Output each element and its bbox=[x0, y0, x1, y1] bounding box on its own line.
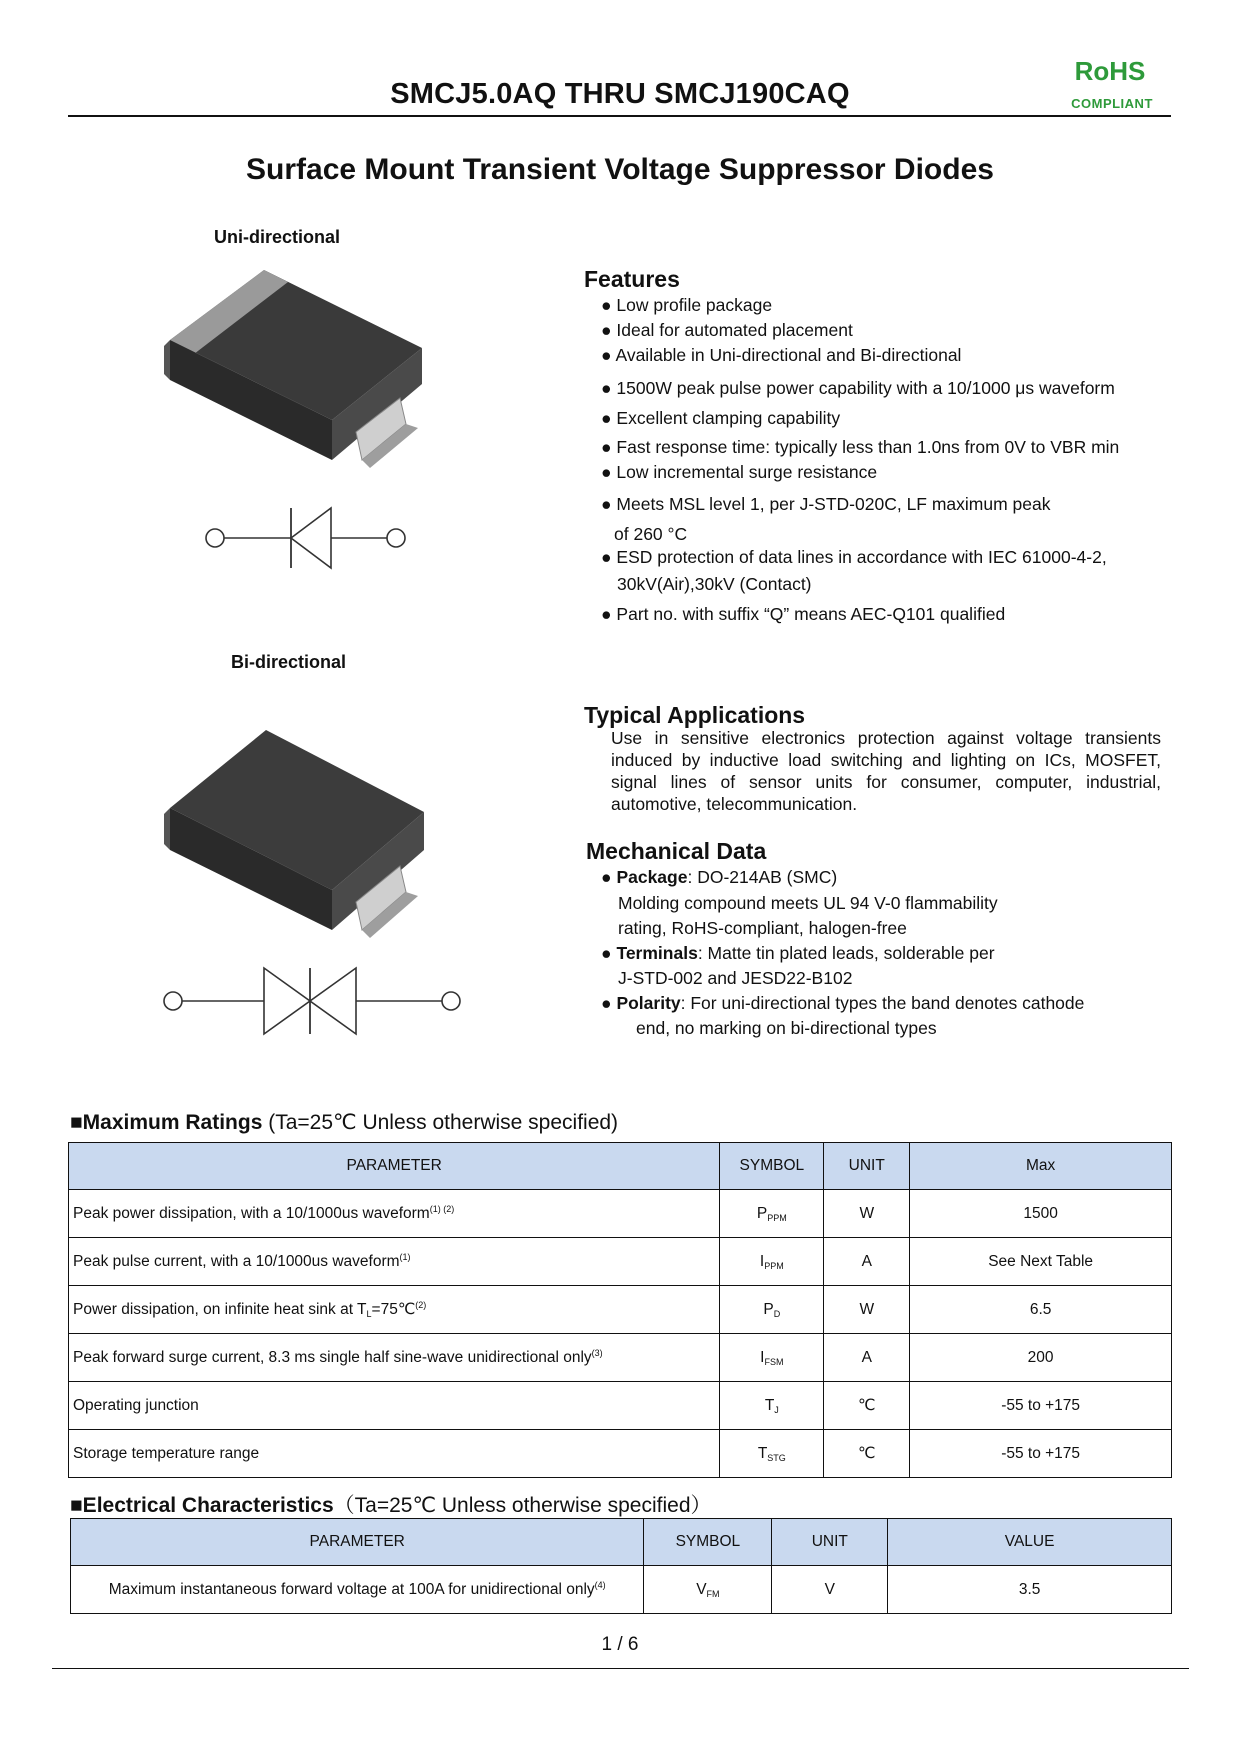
header-divider bbox=[68, 115, 1171, 117]
parameter-cell bbox=[69, 1190, 720, 1238]
feature-item: ● Part no. with suffix “Q” means AEC-Q101 qualified bbox=[601, 604, 1006, 624]
table-row bbox=[71, 1566, 1172, 1614]
parameter-cell bbox=[71, 1566, 644, 1614]
value-cell: 200 bbox=[910, 1334, 1172, 1382]
document-title: SMCJ5.0AQ THRU SMCJ190CAQ bbox=[390, 78, 850, 110]
footnote-ref: (3) bbox=[591, 1348, 603, 1358]
symbol-cell bbox=[720, 1238, 824, 1286]
parameter-text: Peak power dissipation, with a 10/1000us waveform bbox=[73, 1205, 430, 1222]
value-cell: -55 to +175 bbox=[910, 1430, 1172, 1478]
uni-directional-package-image bbox=[160, 262, 440, 472]
mechanical-item-continuation: J-STD-002 and JESD22-B102 bbox=[618, 968, 853, 988]
rohs-text: RoHS bbox=[1074, 56, 1146, 86]
table-row bbox=[69, 1430, 1172, 1478]
footnote-ref: (4) bbox=[594, 1580, 606, 1590]
symbol-text: I bbox=[760, 1348, 765, 1366]
feature-item: ● Fast response time: typically less than 1.0ns from 0V to VBR min bbox=[601, 437, 1120, 457]
column-header: SYMBOL bbox=[720, 1143, 824, 1190]
page-number: 1 / 6 bbox=[601, 1634, 639, 1655]
rohs-logo bbox=[1062, 56, 1174, 112]
feature-item: ● Meets MSL level 1, per J-STD-020C, LF maximum peak bbox=[601, 494, 1051, 514]
table-header-row bbox=[71, 1519, 1172, 1566]
feature-item: ● Available in Uni-directional and Bi-directional bbox=[601, 345, 962, 365]
footnote-ref: (1) (2) bbox=[429, 1204, 455, 1214]
footnote-ref: (1) bbox=[399, 1252, 411, 1262]
symbol-text: T bbox=[757, 1444, 768, 1462]
value-cell: -55 to +175 bbox=[910, 1382, 1172, 1430]
unit-cell: V bbox=[772, 1566, 888, 1614]
table-row bbox=[69, 1382, 1172, 1430]
mechanical-item-terminals: ● Terminals: Matte tin plated leads, solderable per bbox=[601, 943, 995, 963]
column-header: UNIT bbox=[772, 1519, 888, 1566]
parameter-text: Peak forward surge current, 8.3 ms single half sine-wave unidirectional only bbox=[73, 1349, 592, 1366]
terminals-text: : Matte tin plated leads, solderable per bbox=[697, 943, 995, 963]
parameter-cell bbox=[69, 1334, 720, 1382]
parameter-text: Storage temperature range bbox=[73, 1444, 260, 1462]
feature-item: ● Low profile package bbox=[601, 295, 773, 315]
symbol-cell bbox=[720, 1334, 824, 1382]
mechanical-item-continuation: Molding compound meets UL 94 V-0 flammability bbox=[618, 893, 998, 913]
value-cell: See Next Table bbox=[910, 1238, 1172, 1286]
mechanical-item-continuation: end, no marking on bi-directional types bbox=[636, 1018, 937, 1038]
footnote-ref: (2) bbox=[415, 1300, 427, 1310]
symbol-subscript: STG bbox=[767, 1452, 786, 1463]
bi-directional-label: Bi-directional bbox=[231, 652, 347, 672]
mechanical-item-continuation: rating, RoHS-compliant, halogen-free bbox=[618, 918, 907, 938]
electrical-condition: （Ta=25℃ Unless otherwise specified） bbox=[333, 1494, 712, 1517]
bi-directional-diode-symbol bbox=[158, 960, 468, 1050]
parameter-text: Peak pulse current, with a 10/1000us waveform bbox=[73, 1253, 400, 1270]
max-ratings-title: ■Maximum Ratings bbox=[70, 1111, 263, 1134]
symbol-text: P bbox=[763, 1300, 774, 1318]
table-row bbox=[69, 1190, 1172, 1238]
symbol-subscript: FSM bbox=[764, 1356, 784, 1367]
max-ratings-heading bbox=[70, 1110, 618, 1135]
value-cell: 1500 bbox=[910, 1190, 1172, 1238]
parameter-cell bbox=[69, 1382, 720, 1430]
feature-item: ● Ideal for automated placement bbox=[601, 320, 853, 340]
mechanical-item-package: ● Package: DO-214AB (SMC) bbox=[601, 867, 838, 887]
mechanical-title: Mechanical Data bbox=[586, 838, 767, 864]
max-ratings-table bbox=[68, 1142, 1172, 1478]
feature-item-continuation: 30kV(Air),30kV (Contact) bbox=[617, 574, 812, 594]
page-subtitle: Surface Mount Transient Voltage Suppressor Diodes bbox=[246, 153, 994, 186]
feature-item: ● Low incremental surge resistance bbox=[601, 462, 878, 482]
feature-item: ● Excellent clamping capability bbox=[601, 408, 841, 428]
feature-item: ● 1500W peak pulse power capability with a 10/1000 μs waveform bbox=[601, 378, 1115, 398]
parameter-text-tail: =75℃ bbox=[371, 1301, 416, 1318]
max-ratings-condition: (Ta=25℃ Unless otherwise specified) bbox=[262, 1111, 619, 1134]
polarity-text: : For uni-directional types the band denotes cathode bbox=[680, 993, 1085, 1013]
unit-cell: A bbox=[824, 1238, 910, 1286]
parameter-text: Maximum instantaneous forward voltage at 100A for unidirectional only bbox=[108, 1581, 595, 1598]
table-row bbox=[69, 1238, 1172, 1286]
polarity-label: Polarity bbox=[616, 993, 681, 1013]
unit-cell: ℃ bbox=[824, 1382, 910, 1430]
unit-cell: ℃ bbox=[824, 1430, 910, 1478]
uni-directional-label: Uni-directional bbox=[214, 227, 341, 247]
feature-item-continuation: of 260 °C bbox=[614, 524, 688, 544]
mechanical-item-polarity: ● Polarity: For uni-directional types the band denotes cathode bbox=[601, 993, 1085, 1013]
parameter-cell bbox=[69, 1238, 720, 1286]
symbol-text: I bbox=[759, 1252, 765, 1270]
column-header: VALUE bbox=[888, 1519, 1172, 1566]
package-label: Package bbox=[616, 867, 688, 887]
column-header: SYMBOL bbox=[644, 1519, 772, 1566]
terminals-label: Terminals bbox=[616, 943, 698, 963]
electrical-characteristics-table bbox=[70, 1518, 1172, 1614]
symbol-cell bbox=[644, 1566, 772, 1614]
footer-divider bbox=[52, 1668, 1189, 1669]
value-cell: 3.5 bbox=[888, 1566, 1172, 1614]
table-row bbox=[69, 1334, 1172, 1382]
column-header: UNIT bbox=[824, 1143, 910, 1190]
electrical-heading bbox=[70, 1489, 712, 1519]
symbol-subscript: PPM bbox=[767, 1212, 787, 1223]
symbol-cell bbox=[720, 1190, 824, 1238]
symbol-cell bbox=[720, 1430, 824, 1478]
features-title: Features bbox=[584, 266, 680, 292]
symbol-subscript: D bbox=[773, 1308, 781, 1319]
bi-directional-package-image bbox=[160, 720, 440, 940]
symbol-subscript: J bbox=[774, 1404, 779, 1415]
table-row bbox=[69, 1286, 1172, 1334]
parameter-cell bbox=[69, 1430, 720, 1478]
unit-cell: A bbox=[824, 1334, 910, 1382]
symbol-cell bbox=[720, 1286, 824, 1334]
column-header: PARAMETER bbox=[69, 1143, 720, 1190]
symbol-text: V bbox=[696, 1580, 707, 1598]
unit-cell: W bbox=[824, 1190, 910, 1238]
unit-cell: W bbox=[824, 1286, 910, 1334]
column-header: PARAMETER bbox=[71, 1519, 644, 1566]
parameter-cell bbox=[69, 1286, 720, 1334]
feature-item: ● ESD protection of data lines in accordance with IEC 61000-4-2, bbox=[601, 547, 1107, 567]
package-text: : DO-214AB (SMC) bbox=[687, 867, 838, 887]
symbol-cell bbox=[720, 1382, 824, 1430]
electrical-title: ■Electrical Characteristics bbox=[70, 1494, 334, 1517]
applications-title: Typical Applications bbox=[584, 702, 806, 728]
uni-directional-diode-symbol bbox=[200, 500, 420, 580]
symbol-text: T bbox=[764, 1396, 775, 1414]
column-header: Max bbox=[910, 1143, 1172, 1190]
value-cell: 6.5 bbox=[910, 1286, 1172, 1334]
table-header-row bbox=[69, 1143, 1172, 1190]
rohs-compliant-text: COMPLIANT bbox=[1071, 96, 1153, 111]
parameter-text: Operating junction bbox=[73, 1396, 199, 1414]
parameter-subscript: L bbox=[366, 1309, 372, 1319]
symbol-subscript: FM bbox=[706, 1588, 720, 1599]
symbol-text: P bbox=[756, 1204, 768, 1222]
applications-body: Use in sensitive electronics protection against voltage transients induced by inductive load switching and lighting on ICs, MOSFET, signal lines of sensor units for consumer, computer, industrial, automotive, telecommunication. bbox=[611, 728, 1161, 814]
symbol-subscript: PPM bbox=[764, 1260, 784, 1271]
parameter-text: Power dissipation, on infinite heat sink at T bbox=[73, 1301, 367, 1318]
